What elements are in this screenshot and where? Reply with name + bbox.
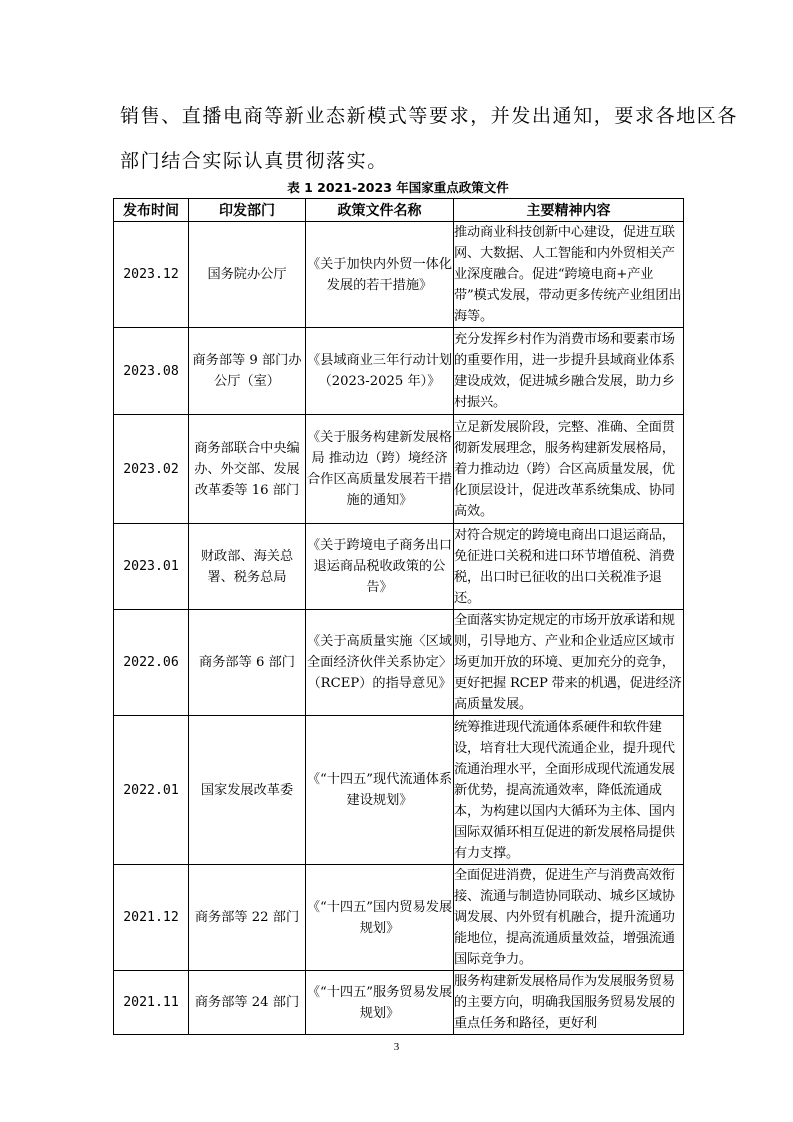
row-doc: 《关于跨境电子商务出口退运商品税收政策的公告》	[306, 524, 454, 610]
row-dept: 商务部等 6 部门	[189, 610, 306, 716]
row-doc: 《关于高质量实施〈区域全面经济伙伴关系协定〉（RCEP）的指导意见》	[306, 610, 454, 716]
row-dept: 商务部等 9 部门办公厅（室）	[189, 328, 306, 415]
page-number: 3	[393, 1041, 400, 1053]
row-dept: 商务部联合中央编办、外交部、发展改革委等 16 部门	[189, 415, 306, 524]
row-spirit: 统筹推进现代流通体系硬件和软件建设，培育壮大现代流通企业，提升现代流通治理水平，全面形成现代流通发展新优势，提高流通效率，降低流通成本，为构建以国内大循环为主体、国内国际双循环相互促进的新发展格局提供有力支撑。	[454, 716, 684, 865]
header-date: 发布时间	[114, 199, 189, 222]
table-row	[114, 222, 684, 328]
row-doc: 《“十四五”现代流通体系建设规划》	[306, 716, 454, 865]
row-spirit: 全面促进消费，促进生产与消费高效衔接、流通与制造协同联动、城乡区域协调发展、内外贸有机融合，提升流通功能地位，提高流通质量效益，增强流通国际竞争力。	[454, 865, 684, 971]
row-dept: 商务部等 22 部门	[189, 865, 306, 971]
row-date: 2023.08	[114, 328, 189, 415]
row-dept: 商务部等 24 部门	[189, 971, 306, 1035]
intro-line-2: 部门结合实际认真贯彻落实。	[120, 150, 388, 172]
row-spirit: 服务构建新发展格局作为发展服务贸易的主要方向，明确我国服务贸易发展的重点任务和路径，更好利	[454, 971, 684, 1035]
header-doc: 政策文件名称	[306, 199, 454, 222]
row-dept: 国家发展改革委	[189, 716, 306, 865]
row-doc: 《“十四五”服务贸易发展规划》	[306, 971, 454, 1035]
row-doc: 《关于服务构建新发展格局 推动边（跨）境经济合作区高质量发展若干措施的通知》	[306, 415, 454, 524]
table-row	[114, 716, 684, 865]
header-spirit: 主要精神内容	[454, 199, 684, 222]
row-date: 2022.06	[114, 610, 189, 716]
table-row	[114, 610, 684, 716]
row-date: 2022.01	[114, 716, 189, 865]
row-dept: 国务院办公厅	[189, 222, 306, 328]
table-row	[114, 524, 684, 610]
row-spirit: 推动商业科技创新中心建设，促进互联网、大数据、人工智能和内外贸相关产业深度融合。促进“跨境电商+产业带”模式发展，带动更多传统产业组团出海等。	[454, 222, 684, 328]
table-header-row	[114, 199, 684, 222]
table-row	[114, 415, 684, 524]
table-caption: 表 1 2021-2023 年国家重点政策文件	[287, 180, 509, 195]
table-row	[114, 971, 684, 1035]
row-spirit: 充分发挥乡村作为消费市场和要素市场的重要作用，进一步提升县域商业体系建设成效，促进城乡融合发展，助力乡村振兴。	[454, 328, 684, 415]
row-dept: 财政部、海关总署、税务总局	[189, 524, 306, 610]
row-spirit: 立足新发展阶段，完整、准确、全面贯彻新发展理念，服务构建新发展格局，着力推动边（跨）合区高质量发展，优化顶层设计，促进改革系统集成、协同高效。	[454, 415, 684, 524]
intro-line-1: 销售、直播电商等新业态新模式等要求，并发出通知，要求各地区各	[120, 105, 739, 127]
table-row	[114, 328, 684, 415]
row-spirit: 对符合规定的跨境电商出口退运商品，免征进口关税和进口环节增值税、消费税，出口时已征收的出口关税准予退还。	[454, 524, 684, 610]
row-date: 2021.12	[114, 865, 189, 971]
row-spirit: 全面落实协定规定的市场开放承诺和规则，引导地方、产业和企业适应区域市场更加开放的环境、更加充分的竞争，更好把握 RCEP 带来的机遇，促进经济高质量发展。	[454, 610, 684, 716]
row-date: 2023.01	[114, 524, 189, 610]
table-row	[114, 865, 684, 971]
policy-table	[113, 198, 684, 1035]
intro-paragraph	[120, 94, 739, 184]
row-date: 2023.02	[114, 415, 189, 524]
row-doc: 《“十四五”国内贸易发展规划》	[306, 865, 454, 971]
row-doc: 《县域商业三年行动计划（2023-2025 年）》	[306, 328, 454, 415]
row-date: 2021.11	[114, 971, 189, 1035]
header-dept: 印发部门	[189, 199, 306, 222]
row-date: 2023.12	[114, 222, 189, 328]
row-doc: 《关于加快内外贸一体化发展的若干措施》	[306, 222, 454, 328]
